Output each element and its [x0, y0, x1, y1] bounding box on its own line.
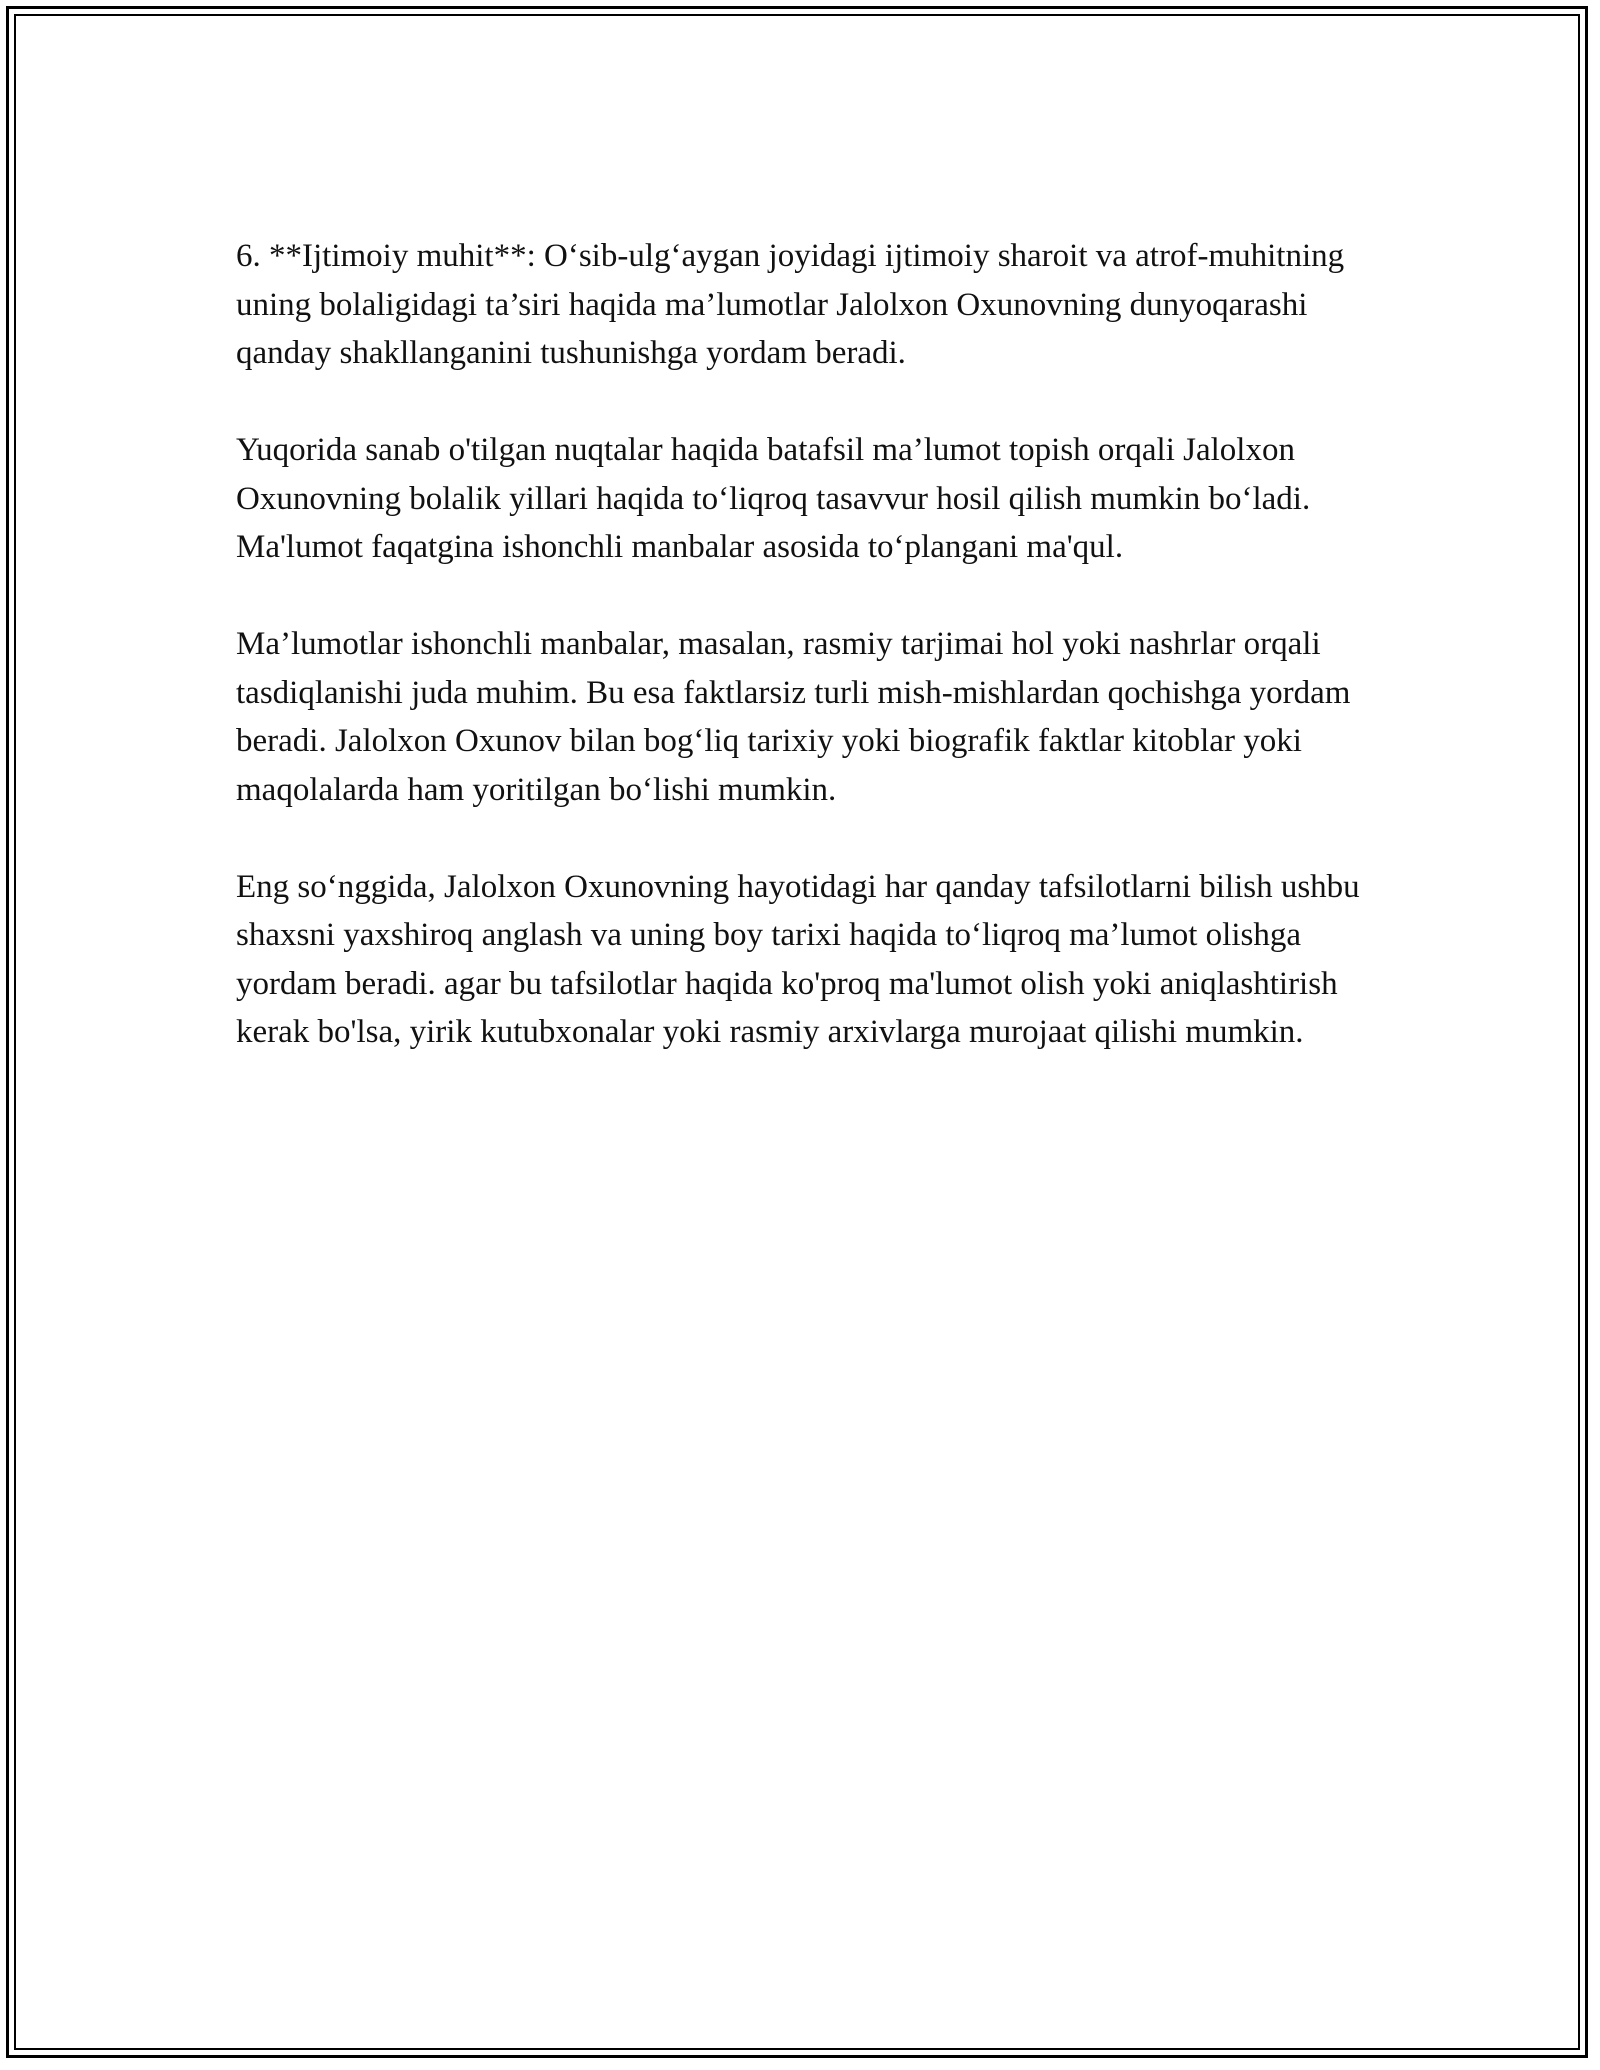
paragraph-conclusion: Eng so‘nggida, Jalolxon Oxunovning hayotidagi har qanday tafsilotlarni bilish ushbu shaxsni yaxshiroq anglash va uning boy tarixi haqida to‘liqroq ma’lumot olishga yordam beradi. agar bu tafsilotlar haqida ko'proq ma'lumot olish yoki aniqlashtirish kerak bo'lsa, yirik kutubxonalar yoki rasmiy arxivlarga murojaat qilishi mumkin. [236, 868, 1360, 1050]
paragraph-social-environment: 6. **Ijtimoiy muhit**: O‘sib-ulg‘aygan joyidagi ijtimoiy sharoit va atrof-muhitning uning bolaligidagi ta’siri haqida ma’lumotlar Jalolxon Oxunovning dunyoqarashi qanday shakllanganini tushunishga yordam beradi. [236, 238, 1345, 371]
document-body [236, 232, 1376, 1057]
paragraph-detailed-info: Yuqorida sanab o'tilgan nuqtalar haqida batafsil ma’lumot topish orqali Jalolxon Oxunovning bolalik yillari haqida to‘liqroq tasavvur hosil qilish mumkin bo‘ladi. Ma'lumot faqatgina ishonchli manbalar asosida to‘plangani ma'qul. [236, 432, 1311, 565]
paragraph-reliable-sources: Ma’lumotlar ishonchli manbalar, masalan, rasmiy tarjimai hol yoki nashrlar orqali tasdiqlanishi juda muhim. Bu esa faktlarsiz turli mish-mishlardan qochishga yordam beradi. Jalolxon Oxunov bilan bog‘liq tarixiy yoki biografik faktlar kitoblar yoki maqolalarda ham yoritilgan bo‘lishi mumkin. [236, 626, 1351, 808]
